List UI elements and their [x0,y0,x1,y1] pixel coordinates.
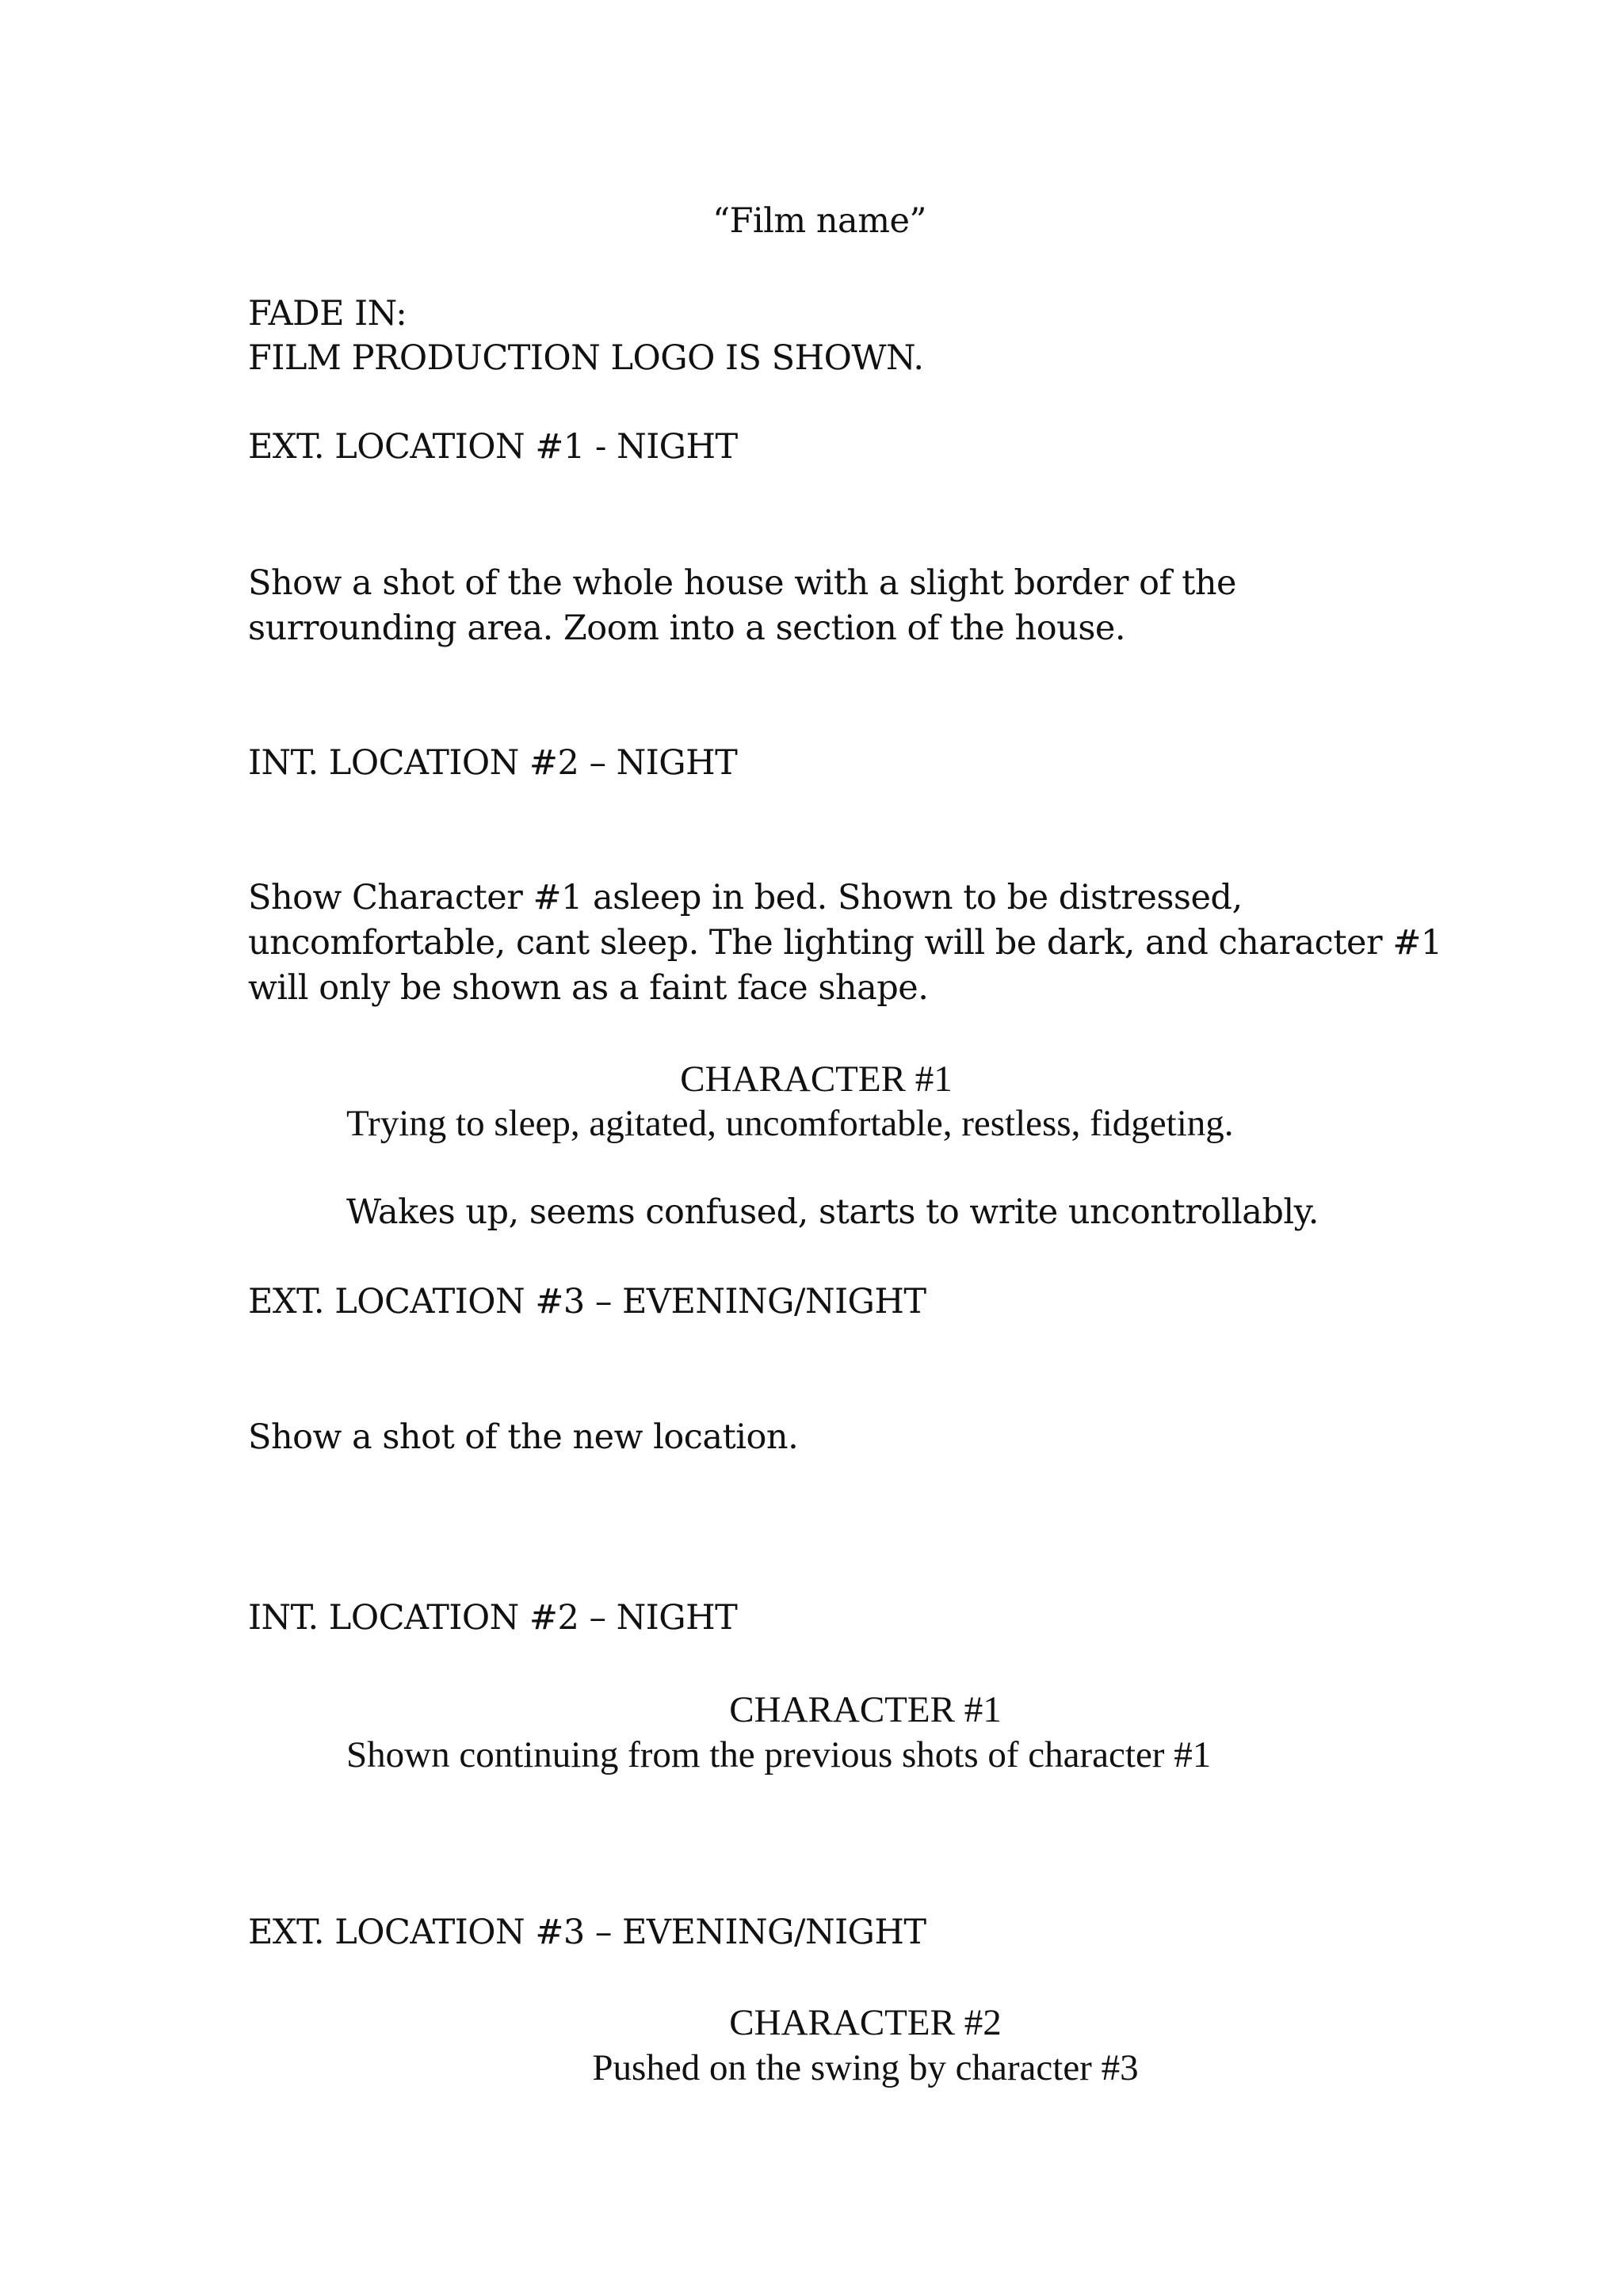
character-1-direction: Trying to sleep, agitated, uncomfortable, restless, fidgeting. [346,1103,1234,1144]
fade-in-transition: FADE IN: [248,294,407,334]
scene-heading-4: INT. LOCATION #2 – NIGHT [248,1598,738,1638]
scene-heading-2: INT. LOCATION #2 – NIGHT [248,743,738,783]
logo-action-line: FILM PRODUCTION LOGO IS SHOWN. [248,338,924,378]
scene-3-action-line-1: Show a shot of the new location. [248,1417,799,1457]
character-1-direction-2: Wakes up, seems confused, starts to write uncontrollably. [346,1192,1319,1232]
scene-heading-3: EXT. LOCATION #3 – EVENING/NIGHT [248,1282,926,1322]
scene-1-action-line-1: Show a shot of the whole house with a slight border of the [248,563,1236,603]
scene-heading-1: EXT. LOCATION #1 - NIGHT [248,427,738,467]
character-2-direction: Pushed on the swing by character #3 [592,2047,1139,2088]
scene-2-action-line-1: Show Character #1 asleep in bed. Shown to be distressed, [248,878,1243,917]
character-cue-2: CHARACTER #1 [729,1689,1002,1730]
scene-2-action-line-2: uncomfortable, cant sleep. The lighting will be dark, and character #1 [248,923,1442,963]
film-title: “Film name” [712,201,926,241]
scene-1-action-line-2: surrounding area. Zoom into a section of the house. [248,608,1126,648]
scene-2-action-line-3: will only be shown as a faint face shape. [248,968,929,1008]
character-1-continued-direction: Shown continuing from the previous shots of character #1 [346,1734,1212,1775]
character-cue-1: CHARACTER #1 [680,1058,953,1100]
character-cue-3: CHARACTER #2 [729,2002,1002,2043]
scene-heading-5: EXT. LOCATION #3 – EVENING/NIGHT [248,1913,926,1952]
